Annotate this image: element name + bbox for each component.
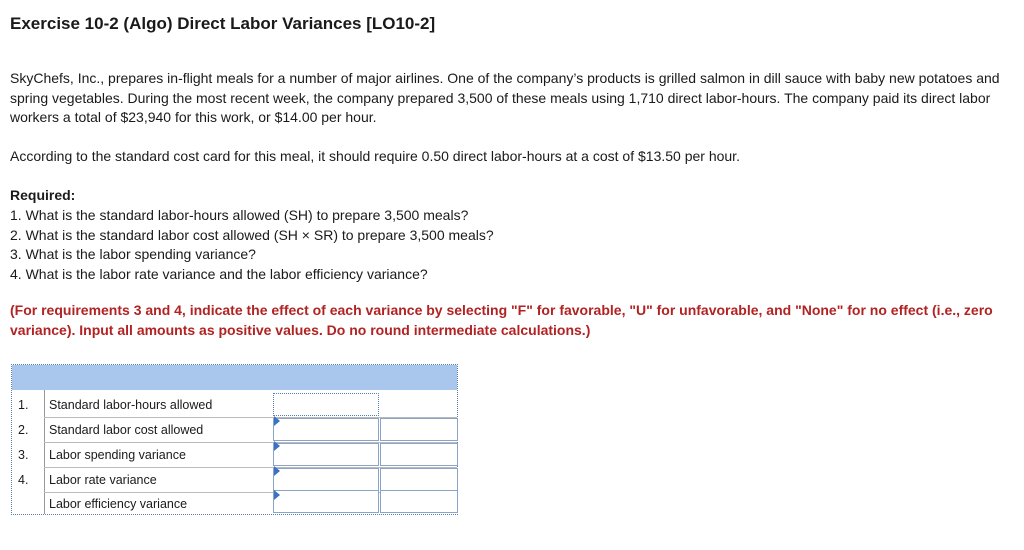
instructions-text: (For requirements 3 and 4, indicate the effect of each variance by selecting "F" for favorable, "U" for unfavorable, and "None" for no effect (i.e., zero variance). Input all amounts as positive values. Do no round intermediate calculations.) xyxy=(10,302,993,338)
requirements-list xyxy=(10,206,494,284)
row-label: Standard labor cost allowed xyxy=(49,423,204,437)
spending-variance-effect-select[interactable] xyxy=(380,443,458,466)
spending-variance-input[interactable] xyxy=(273,443,379,466)
table-row xyxy=(12,392,457,417)
row-number: 1. xyxy=(18,398,29,412)
problem-description: SkyChefs, Inc., prepares in-flight meals for a number of major airlines. One of the company’s products is grilled salmon in dill sauce with baby new potatoes and spring vegetables. During the most recent week, the company prepared 3,500 of these meals using 1,710 direct labor-hours. The company paid its direct labor workers a total of $23,940 for this work, or $14.00 per hour. xyxy=(10,70,1000,125)
row-label: Labor efficiency variance xyxy=(49,497,188,511)
page-title: Exercise 10-2 (Algo) Direct Labor Variances [LO10-2] xyxy=(10,14,436,33)
standard-cost-effect-select[interactable] xyxy=(380,418,458,441)
row-label: Standard labor-hours allowed xyxy=(49,398,213,412)
standard-hours-input[interactable] xyxy=(273,393,379,416)
dropdown-marker-icon xyxy=(274,441,280,451)
table-header xyxy=(12,365,457,390)
rate-variance-effect-select[interactable] xyxy=(380,468,458,491)
efficiency-variance-input[interactable] xyxy=(273,490,379,513)
requirement-2: 2. What is the standard labor cost allowed (SH × SR) to prepare 3,500 meals? xyxy=(10,226,494,243)
row-number: 3. xyxy=(18,448,29,462)
row-label: Labor spending variance xyxy=(49,448,186,462)
row-number: 2. xyxy=(18,423,29,437)
rate-variance-input[interactable] xyxy=(273,468,379,491)
requirement-4: 4. What is the labor rate variance and the labor efficiency variance? xyxy=(10,265,428,282)
dropdown-marker-icon xyxy=(274,466,280,476)
standard-cost-input[interactable] xyxy=(273,418,379,441)
requirement-3: 3. What is the labor spending variance? xyxy=(10,246,256,262)
row-label: Labor rate variance xyxy=(49,473,157,487)
requirement-1: 1. What is the standard labor-hours allowed (SH) to prepare 3,500 meals? xyxy=(10,207,469,223)
dropdown-marker-icon xyxy=(274,490,280,500)
required-heading: Required: xyxy=(10,187,76,203)
efficiency-variance-effect-select[interactable] xyxy=(380,490,458,513)
row-number: 4. xyxy=(18,473,29,487)
dropdown-marker-icon xyxy=(274,416,280,426)
answer-table xyxy=(11,364,458,515)
standard-cost-description: According to the standard cost card for this meal, it should require 0.50 direct labor-hours at a cost of $13.50 per hour. xyxy=(10,148,740,164)
